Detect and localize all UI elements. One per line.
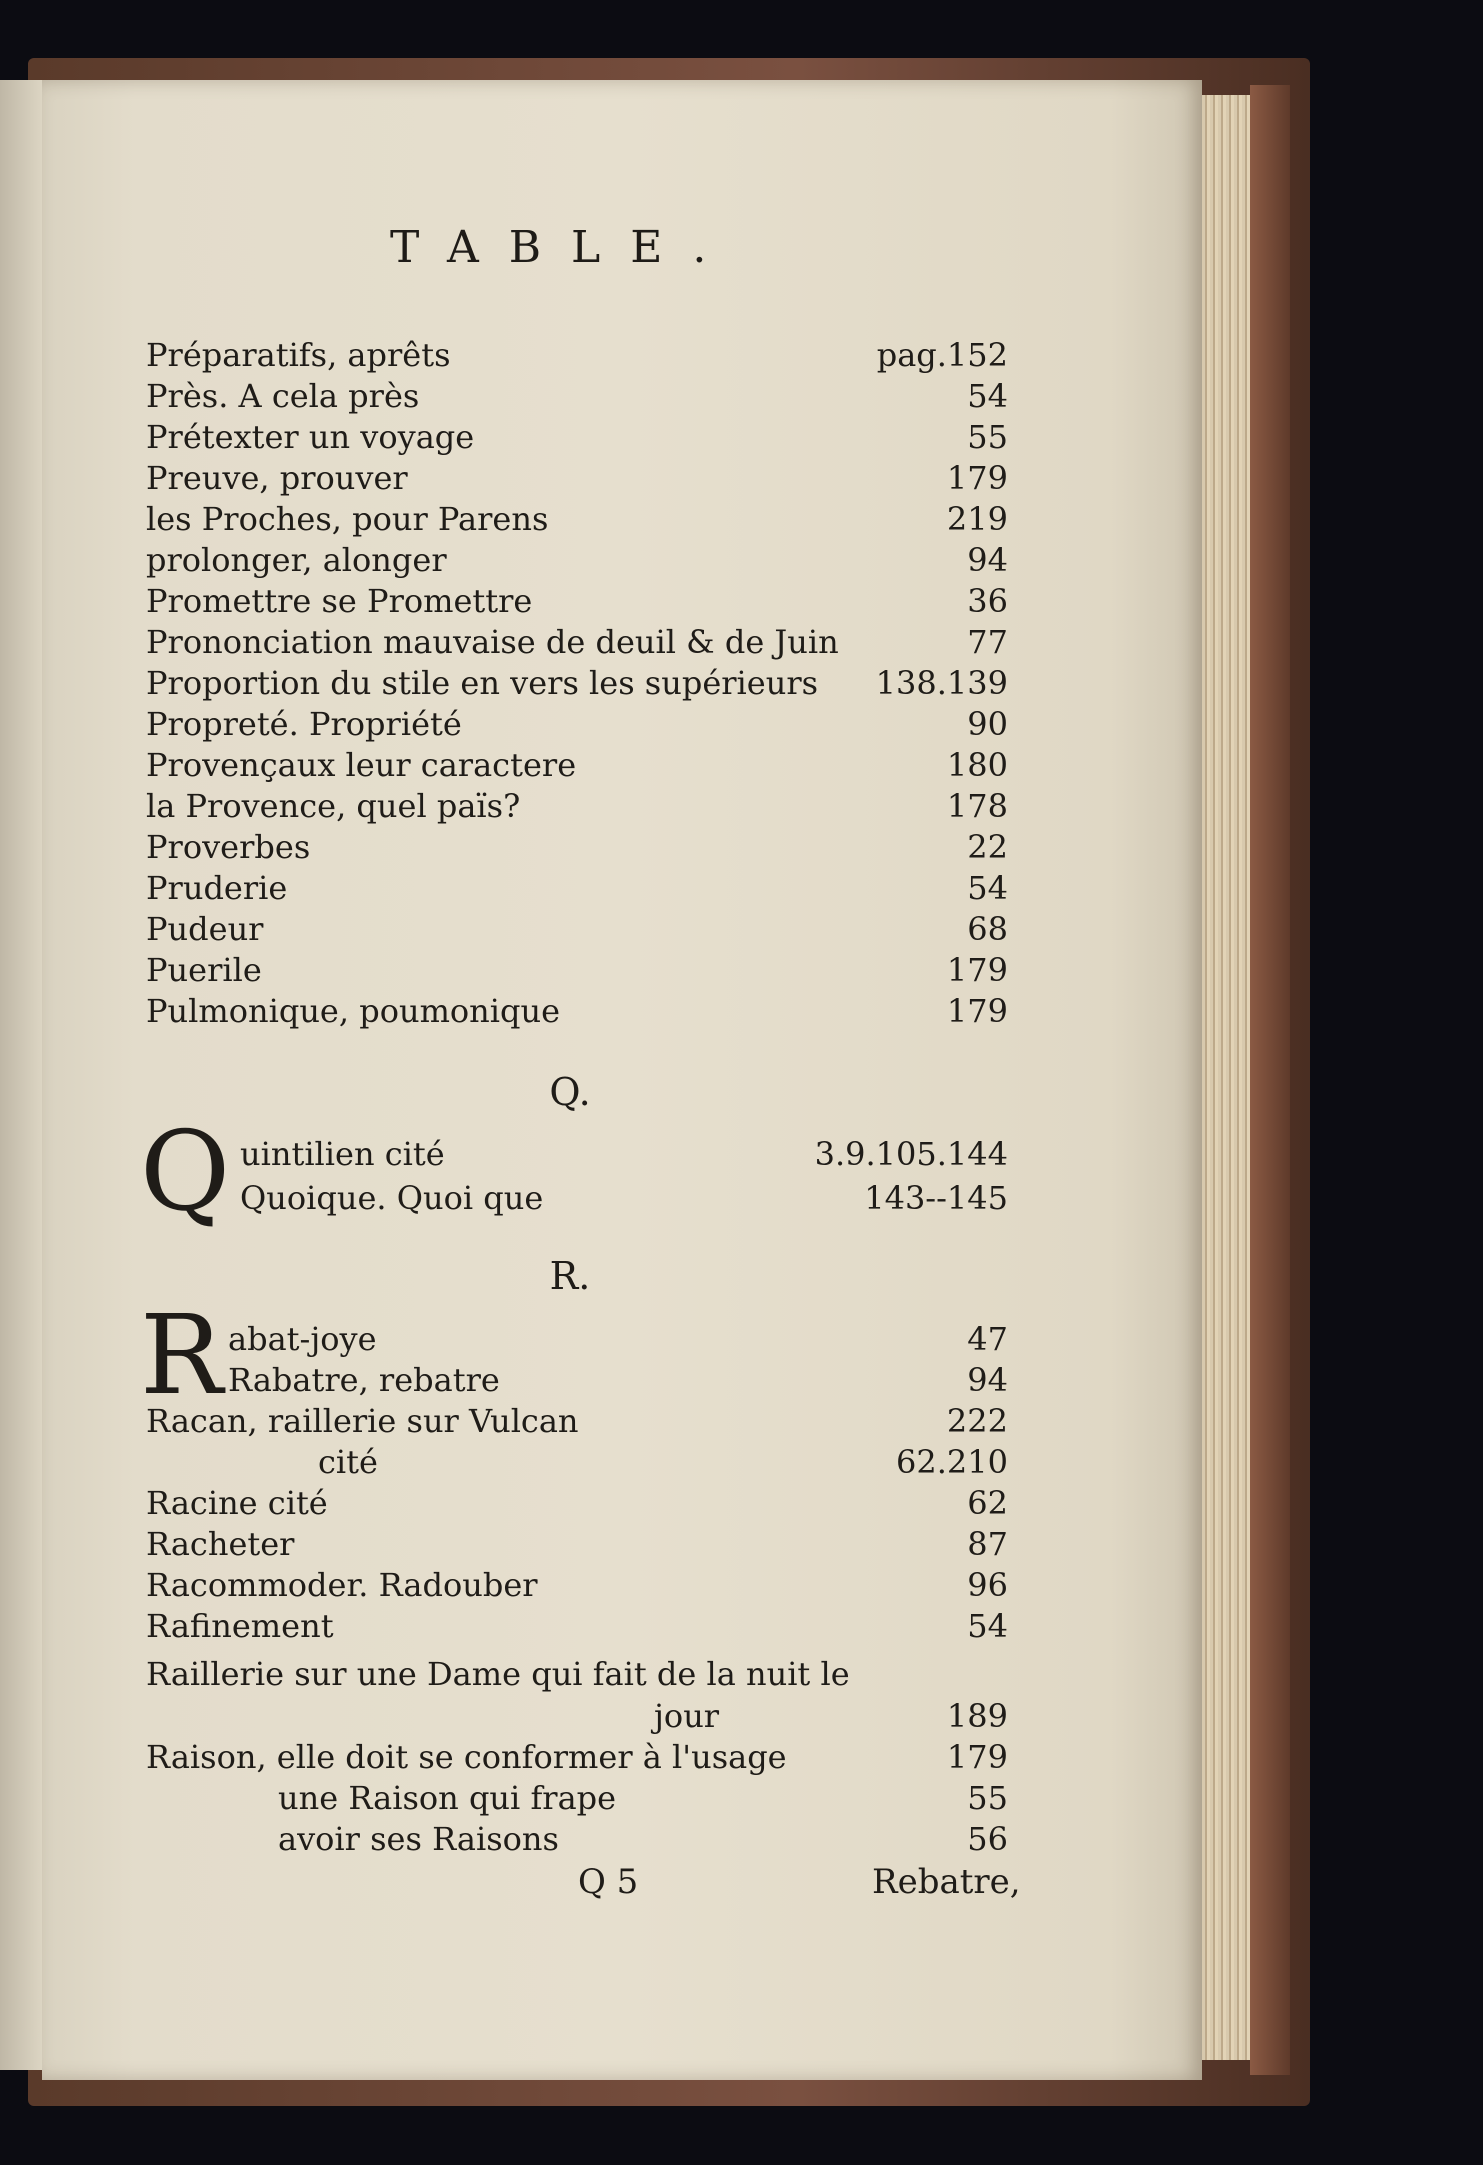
entry-term: abat-joye [228,1320,377,1358]
entry-term: Puerile [146,951,262,989]
entry-page: 179 [946,992,1008,1030]
entry-term: Racheter [146,1525,295,1563]
index-entry [146,1565,1008,1605]
index-entry [240,1178,1008,1218]
entry-page: 90 [967,705,1008,743]
index-entry [146,1524,1008,1564]
entry-term: Prétexter un voyage [146,418,475,456]
entry-page: 22 [967,828,1008,866]
index-entry [278,1778,1008,1818]
entry-page: 3.9.105.144 [814,1135,1008,1173]
index-entry [146,458,1008,498]
catchword: Rebatre, [872,1862,1021,1902]
index-entry [146,581,1008,621]
dropcap-q: Q [140,1107,231,1235]
index-entry [654,1696,1008,1736]
entry-term: Proverbes [146,828,311,866]
entry-term: Rabatre, rebatre [228,1361,500,1399]
index-entry [146,745,1008,785]
entry-page: pag.152 [876,336,1008,374]
index-entry [146,1483,1008,1523]
signature-mark: Q 5 [578,1862,639,1902]
index-entry [318,1442,1008,1482]
entry-term: Raillerie sur une Dame qui fait de la nuit le [146,1655,850,1693]
index-entry [240,1134,1008,1174]
section-heading-q: Q. [549,1070,591,1114]
entry-page: 54 [967,1607,1008,1645]
entry-page: 179 [946,1738,1008,1776]
dropcap-r: R [140,1291,223,1419]
index-entry [146,1737,1008,1777]
entry-page: 94 [967,541,1008,579]
entry-term: Preuve, prouver [146,459,408,497]
entry-term: Provençaux leur caractere [146,746,577,784]
entry-page: 87 [967,1525,1008,1563]
entry-term: Propreté. Propriété [146,705,462,743]
entry-page: 77 [967,623,1008,661]
entry-term: les Proches, pour Parens [146,500,549,538]
entry-page: 178 [946,787,1008,825]
entry-term: une Raison qui frape [278,1779,617,1817]
entry-term: cité [318,1443,378,1481]
index-entry [278,1819,1008,1859]
entry-page: 96 [967,1566,1008,1604]
index-entry [146,786,1008,826]
entry-page: 68 [967,910,1008,948]
index-entry [146,991,1008,1031]
entry-term: Proportion du stile en vers les supérieurs [146,664,819,702]
index-entry [146,540,1008,580]
entry-term: avoir ses Raisons [278,1820,559,1858]
index-entry [146,663,1008,703]
entry-page: 54 [967,869,1008,907]
entry-term: jour [654,1697,720,1735]
entry-page: 222 [946,1402,1008,1440]
index-entry [146,1606,1008,1646]
index-entry [146,827,1008,867]
entry-page: 36 [967,582,1008,620]
entry-page: 189 [946,1697,1008,1735]
entry-term: Près. A cela près [146,377,420,415]
entry-page: 62 [967,1484,1008,1522]
entry-term: Pudeur [146,910,264,948]
entry-page: 143--145 [864,1179,1008,1217]
page-header: TABLE. [390,222,737,273]
entry-term: Raison, elle doit se conformer à l'usage [146,1738,787,1776]
index-entry [146,1401,1008,1441]
index-entry [146,335,1008,375]
entry-page: 55 [967,418,1008,456]
entry-page: 56 [967,1820,1008,1858]
index-entry [146,950,1008,990]
index-entry [146,376,1008,416]
entry-page: 55 [967,1779,1008,1817]
entry-term: Rafinement [146,1607,334,1645]
entry-term: Quoique. Quoi que [240,1179,544,1217]
entry-term: Prononciation mauvaise de deuil & de Juin [146,623,839,661]
entry-term: uintilien cité [240,1135,445,1173]
entry-term: la Provence, quel païs? [146,787,521,825]
entry-page: 180 [946,746,1008,784]
entry-term: Promettre se Promettre [146,582,533,620]
entry-term: Pulmonique, poumonique [146,992,561,1030]
entry-page: 62.210 [896,1443,1008,1481]
entry-page: 138.139 [875,664,1008,702]
index-entry [146,704,1008,744]
index-entry [146,1654,1008,1694]
section-heading-r: R. [549,1254,591,1298]
index-entry [146,868,1008,908]
entry-page: 219 [946,500,1008,538]
entry-term: Racommoder. Radouber [146,1566,538,1604]
entry-page: 179 [946,951,1008,989]
entry-page: 179 [946,459,1008,497]
entry-page: 94 [967,1361,1008,1399]
index-entry [228,1319,1008,1359]
index-entry [146,499,1008,539]
entry-term: Racine cité [146,1484,328,1522]
entry-term: prolonger, alonger [146,541,447,579]
entry-page: 54 [967,377,1008,415]
entry-term: Racan, raillerie sur Vulcan [146,1402,579,1440]
entry-page: 47 [967,1320,1008,1358]
entry-term: Préparatifs, aprêts [146,336,451,374]
index-entry [146,909,1008,949]
index-entry [146,622,1008,662]
index-entry [228,1360,1008,1400]
entry-term: Pruderie [146,869,288,907]
index-entry [146,417,1008,457]
